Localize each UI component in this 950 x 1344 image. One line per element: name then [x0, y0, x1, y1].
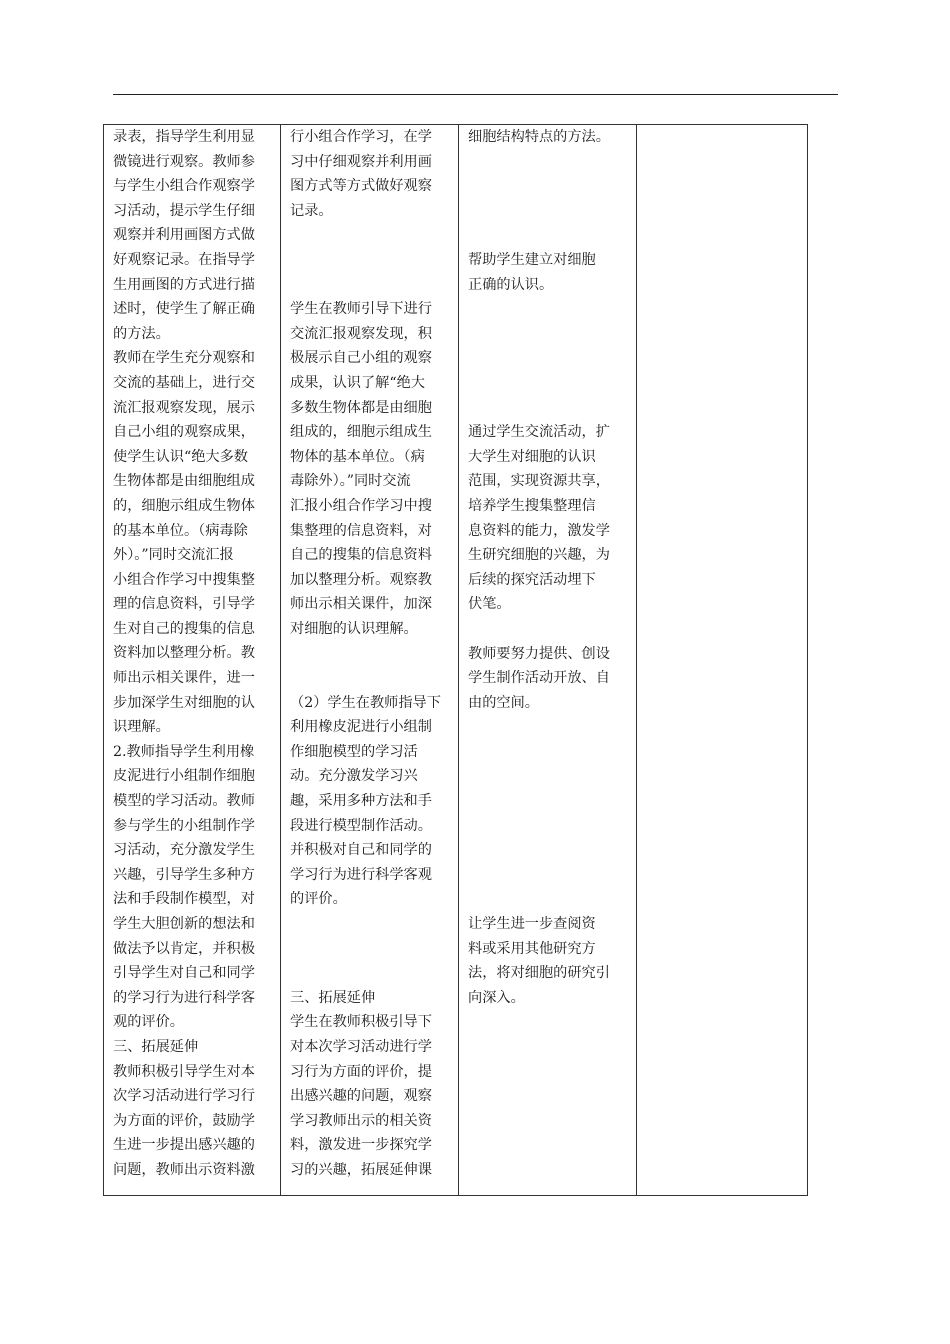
text-line: 后续的探究活动埋下 [468, 571, 596, 588]
text-line: 大学生对细胞的认识 [468, 448, 596, 465]
text-line: 生对自己的搜集的信息 [113, 620, 255, 637]
spacer [468, 297, 628, 420]
text-line: 交流的基础上，进行交 [113, 374, 255, 391]
design-intent-cell [459, 125, 637, 1196]
text-line: 教师要努力提供、创设 [468, 645, 610, 662]
text-line: 由的空间。 [468, 694, 539, 711]
text-line: 学生制作活动开放、自 [468, 670, 610, 687]
text-line: 引导学生对自己和同学 [113, 965, 255, 982]
text-line: 对细胞的认识理解。 [290, 620, 418, 637]
text-line: 小组合作学习中搜集整 [113, 571, 255, 588]
spacer [290, 912, 450, 986]
student-activity-text [281, 125, 458, 1195]
text-line: 问题，教师出示资料激 [113, 1161, 255, 1178]
text-line: 参与学生的小组制作学 [113, 817, 255, 834]
text-line: 的评价。 [290, 891, 347, 908]
text-line: 述时，使学生了解正确 [113, 301, 255, 318]
text-line: 外）。”同时交流汇报 [113, 547, 234, 564]
table-row [104, 125, 808, 1196]
text-line: 并积极对自己和同学的 [290, 842, 432, 859]
text-line: 习的兴趣，拓展延伸课 [290, 1161, 432, 1178]
text-line: 汇报小组合作学习中搜 [290, 497, 432, 514]
text-line: 法，将对细胞的研究引 [468, 965, 610, 982]
text-line: 与学生小组合作观察学 [113, 178, 255, 195]
text-line: 皮泥进行小组制作细胞 [113, 768, 255, 785]
text-line: 流汇报观察发现，展示 [113, 399, 255, 416]
text-line: 图方式等方式做好观察 [290, 178, 432, 195]
text-line: 作细胞模型的学习活 [290, 743, 418, 760]
text-line: 教师积极引导学生对本 [113, 1063, 255, 1080]
text-line: 次学习活动进行学习行 [113, 1088, 255, 1105]
text-line: 模型的学习活动。教师 [113, 793, 255, 810]
text-line: 范围，实现资源共享， [468, 473, 610, 490]
text-line: 识理解。 [113, 719, 170, 736]
text-line: 法和手段制作模型，对 [113, 891, 255, 908]
text-line: 通过学生交流活动，扩 [468, 424, 610, 441]
text-line: 利用橡皮泥进行小组制 [290, 719, 432, 736]
text-line: 毒除外）。”同时交流 [290, 473, 411, 490]
text-line: 理的信息资料，引导学 [113, 596, 255, 613]
text-line: 师出示相关课件，加深 [290, 596, 432, 613]
text-line: 的，细胞示组成生物体 [113, 497, 255, 514]
text-line: 自己的搜集的信息资料 [290, 547, 432, 564]
text-line: 的学习行为进行科学客 [113, 989, 255, 1006]
text-line: 使学生认识“绝大多数 [113, 448, 248, 465]
spacer [290, 641, 450, 690]
text-line: 加以整理分析。观察教 [290, 571, 432, 588]
text-line: 的基本单位。（病毒除 [113, 522, 248, 539]
text-line: 资料加以整理分析。教 [113, 645, 255, 662]
text-line: 培养学生搜集整理信 [468, 497, 596, 514]
text-line: 出感兴趣的问题，观察 [290, 1088, 432, 1105]
student-activity-cell [281, 125, 459, 1196]
text-line: 观察并利用画图方式做 [113, 227, 255, 244]
text-line: 做法予以肯定，并积极 [113, 940, 255, 957]
text-line: 的方法。 [113, 325, 170, 342]
text-line: 成果，认识了解“绝大 [290, 374, 425, 391]
text-line: 三、拓展延伸 [290, 989, 376, 1006]
teacher-activity-cell [104, 125, 281, 1196]
text-line: 伏笔。 [468, 596, 511, 613]
text-line: 多数生物体都是由细胞 [290, 399, 432, 416]
text-line: 行小组合作学习，在学 [290, 129, 432, 145]
text-line: 生进一步提出感兴趣的 [113, 1137, 255, 1154]
text-line: 兴趣，引导学生多种方 [113, 866, 255, 883]
spacer [468, 150, 628, 248]
notes-text [637, 125, 807, 1195]
spacer [468, 715, 628, 912]
text-line: 生研究细胞的兴趣，为 [468, 547, 610, 564]
text-line: （2）学生在教师指导下 [290, 694, 441, 711]
notes-cell [637, 125, 808, 1196]
text-line: 让学生进一步查阅资 [468, 916, 596, 933]
spacer [468, 617, 628, 642]
text-line: 学习行为进行科学客观 [290, 866, 432, 883]
text-line: 对本次学习活动进行学 [290, 1039, 432, 1055]
text-line: 物体的基本单位。（病 [290, 448, 425, 465]
text-line: 为方面的评价，鼓励学 [113, 1112, 255, 1129]
text-line: 观的评价。 [113, 1014, 184, 1031]
text-line: 生物体都是由细胞组成 [113, 473, 255, 490]
text-line: 息资料的能力，激发学 [468, 522, 610, 539]
text-line: 组成的，细胞示组成生 [290, 424, 432, 441]
spacer [290, 223, 450, 297]
text-line: 趣，采用多种方法和手 [290, 793, 432, 810]
text-line: 生用画图的方式进行描 [113, 276, 255, 293]
text-line: 极展示自己小组的观察 [290, 350, 432, 367]
text-line: 三、拓展延伸 [113, 1038, 199, 1055]
text-line: 交流汇报观察发现，积 [290, 325, 432, 342]
text-line: 自己小组的观察成果， [113, 424, 255, 441]
text-line: 师出示相关课件，进一 [113, 670, 255, 687]
text-line: 习活动，充分激发学生 [113, 842, 255, 859]
text-line: 段进行模型制作活动。 [290, 817, 432, 834]
text-line: 料，激发进一步探究学 [290, 1137, 432, 1154]
text-line: 习行为方面的评价，提 [290, 1063, 432, 1080]
text-line: 习活动，提示学生仔细 [113, 202, 255, 219]
text-line: 微镜进行观察。教师参 [113, 153, 255, 170]
text-line: 学习教师出示的相关资 [290, 1112, 432, 1129]
text-line: 2.教师指导学生利用橡 [113, 743, 255, 760]
text-line: 录表，指导学生利用显 [113, 129, 255, 145]
text-line: 学生大胆创新的想法和 [113, 916, 255, 932]
text-line: 记录。 [290, 202, 333, 219]
text-line: 好观察记录。在指导学 [113, 251, 255, 268]
teacher-activity-text [104, 125, 280, 1195]
header-rule [113, 94, 838, 95]
text-line: 学生在教师引导下进行 [290, 301, 432, 318]
text-line: 帮助学生建立对细胞 [468, 251, 596, 268]
text-line: 集整理的信息资料，对 [290, 522, 432, 539]
text-line: 步加深学生对细胞的认 [113, 694, 255, 711]
text-line: 学生在教师积极引导下 [290, 1014, 432, 1031]
text-line: 向深入。 [468, 989, 525, 1006]
lesson-plan-table [103, 124, 808, 1196]
text-line: 习中仔细观察并利用画 [290, 153, 432, 170]
text-line: 教师在学生充分观察和 [113, 350, 255, 367]
design-intent-text [459, 125, 636, 1195]
text-line: 料或采用其他研究方 [468, 940, 596, 957]
text-line: 正确的认识。 [468, 276, 554, 293]
text-line: 动。充分激发学习兴 [290, 768, 418, 785]
text-line: 细胞结构特点的方法。 [468, 129, 610, 145]
